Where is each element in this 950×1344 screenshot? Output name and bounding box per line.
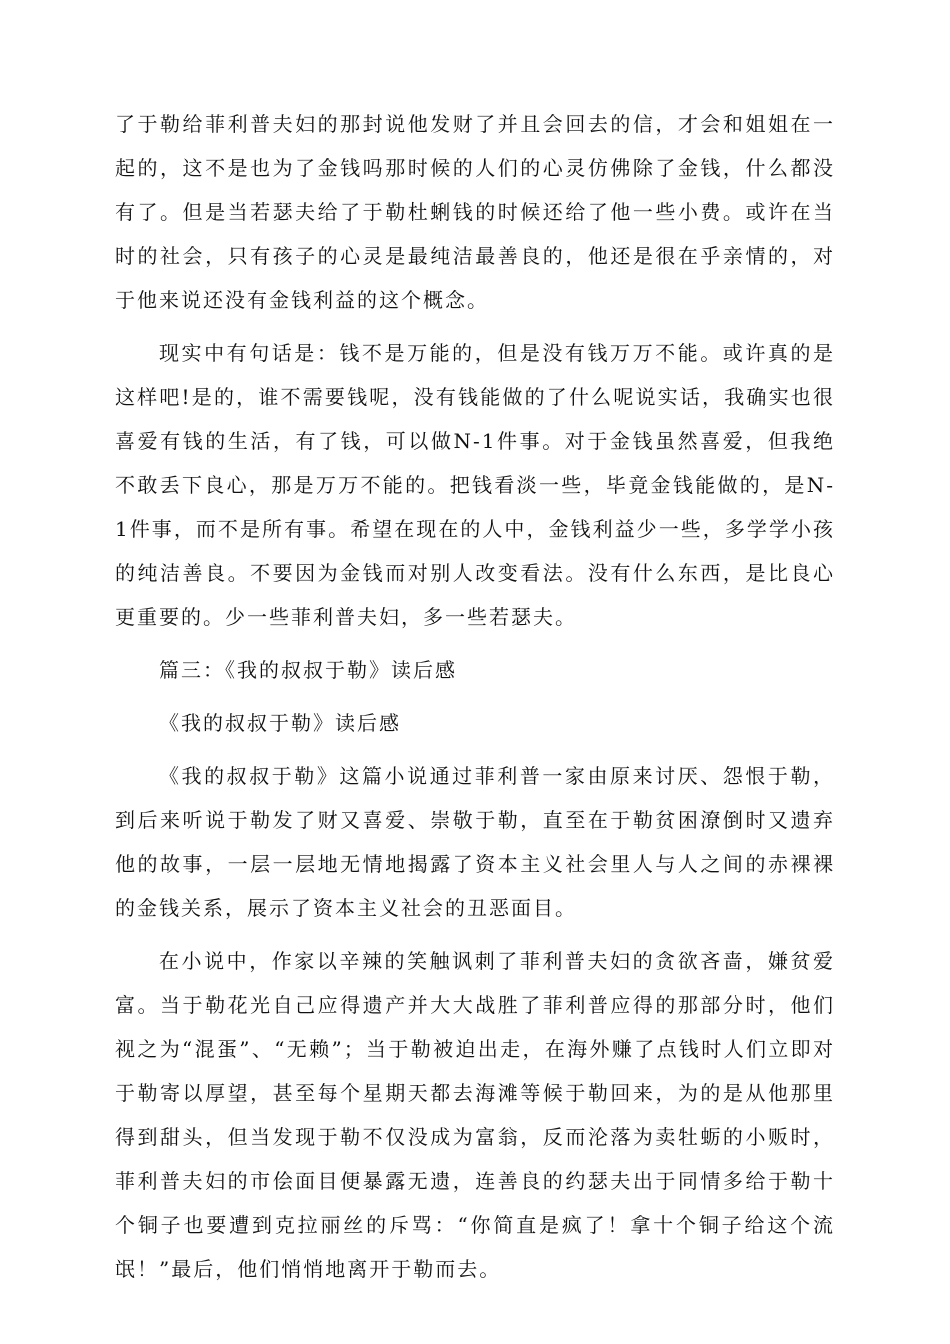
paragraph-continuation: 了于勒给菲利普夫妇的那封说他发财了并且会回去的信，才会和姐姐在一起的，这不是也为了金钱吗那时候的人们的心灵仿佛除了金钱，什么都没有了。但是当若瑟夫给了于勒杜蜊钱的时候还给了他一些小费。或许在当时的社会，只有孩子的心灵是最纯洁最善良的，他还是很在乎亲情的，对于他来说还没有金钱利益的这个概念。 <box>115 112 835 312</box>
section-heading: 篇三：《我的叔叔于勒》读后感 <box>159 658 457 682</box>
paragraph-money-reflection: 现实中有句话是：钱不是万能的，但是没有钱万万不能。或许真的是这样吧!是的，谁不需要钱呢，没有钱能做的了什么呢说实话，我确实也很喜爱有钱的生活，有了钱，可以做N-1件事。对于金钱虽然喜爱，但我绝不敢丢下良心，那是万万不能的。把钱看淡一些，毕竟金钱能做的，是N-1件事，而不是所有事。希望在现在的人中，金钱利益少一些，多学学小孩的纯洁善良。不要因为金钱而对别人改变看法。没有什么东西，是比良心更重要的。少一些菲利普夫妇，多一些若瑟夫。 <box>115 341 835 629</box>
paragraph-intro: 《我的叔叔于勒》这篇小说通过菲利普一家由原来讨厌、怨恨于勒，到后来听说于勒发了财又喜爱、崇敬于勒，直至在于勒贫困潦倒时又遗弃他的故事，一层一层地无情地揭露了资本主义社会里人与人之间的赤裸裸的金钱关系，展示了资本主义社会的丑恶面目。 <box>115 764 835 920</box>
article-title: 《我的叔叔于勒》读后感 <box>159 711 401 735</box>
paragraph-analysis: 在小说中，作家以辛辣的笑触讽刺了菲利普夫妇的贪欲吝啬，嫌贫爱富。当于勒花光自己应得遗产并大大战胜了菲利普应得的那部分时，他们视之为“混蛋”、“无赖”；当于勒被迫出走，在海外赚了点钱时人们立即对于勒寄以厚望，甚至每个星期天都去海滩等候于勒回来，为的是从他那里得到甜头，但当发现于勒不仅没成为富翁，反而沦落为卖牡蛎的小贩时，菲利普夫妇的市侩面目便暴露无遗，连善良的约瑟夫出于同情多给于勒十个铜子也要遭到克拉丽丝的斥骂：“你简直是疯了！拿十个铜子给这个流氓！”最后，他们悄悄地离开于勒而去。 <box>115 949 835 1281</box>
document-page <box>115 102 835 1291</box>
